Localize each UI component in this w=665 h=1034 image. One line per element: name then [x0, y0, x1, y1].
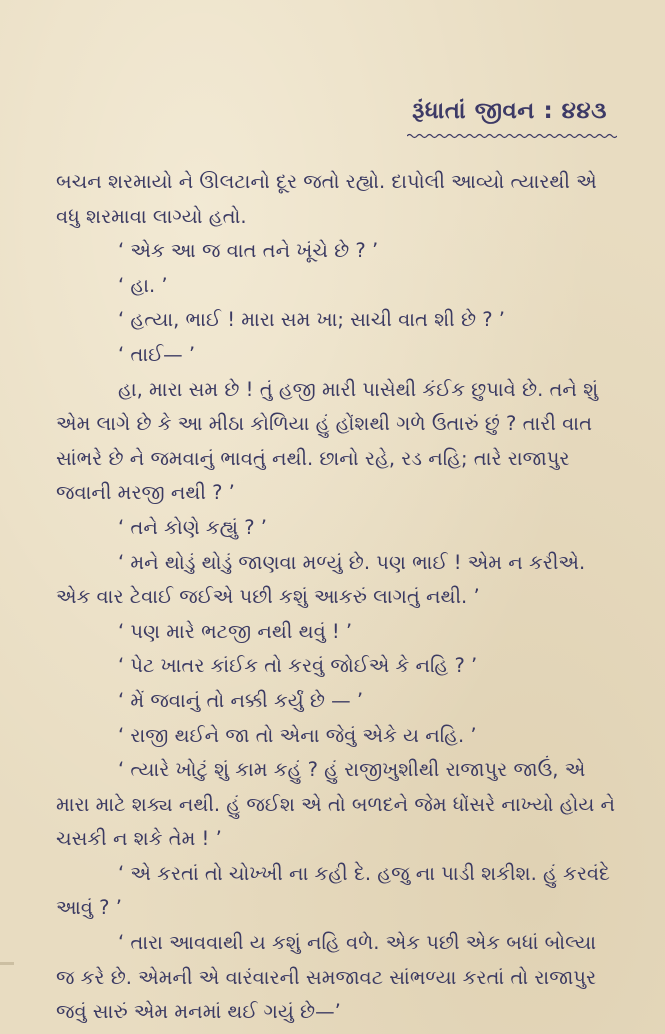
paragraph: હા, મારા સમ છે ! તું હજી મારી પાસેથી કંઈક છુપાવે છે. તને શું એમ લાગે છે કે આ મીઠા કોળિયા હું હોંશથી ગળે ઉતારું છું ? તારી વાત સાંભરે છે ને જમવાનું ભાવતું નથી. છાનો રહે, રડ નહિ; તારે રાજાપુર જવાની મરજી નથી ? ’ [56, 377, 599, 505]
paragraph: ‘ એ કરતાં તો ચોખ્ખી ના કહી દે. હજુ ના પાડી શકીશ. હું કરવંદે આવું ? ’ [56, 861, 610, 920]
dialogue-line: ‘ મેં જવાનું તો નક્કી કર્યું છે — ’ [118, 688, 364, 712]
margin-mark [0, 962, 14, 965]
dialogue-line: ‘ તને કોણે કહ્યું ? ’ [118, 515, 267, 539]
body-text [56, 165, 616, 1030]
dialogue-line: ‘ એક આ જ વાત તને ખૂંચે છે ? ’ [118, 239, 379, 263]
dialogue-line: ‘ હા. ’ [118, 273, 168, 297]
dialogue-line: ‘ તાઈ— ’ [118, 342, 196, 366]
dialogue-line: ‘ હત્યા, ભાઈ ! મારા સમ ખા; સાચી વાત શી છે ? ’ [118, 308, 505, 332]
dialogue-line: ‘ પેટ ખાતર કાંઈક તો કરવું જોઈએ કે નહિ ? ’ [118, 654, 478, 678]
header-wavy-rule [407, 133, 617, 139]
running-header: રૂંધાતાં જીવન : ૪૪૩ [412, 98, 607, 124]
dialogue-line: ‘ પણ મારે ભટજી નથી થવું ! ’ [118, 619, 353, 643]
paragraph: બચન શરમાયો ને ઊલટાનો દૂર જતો રહ્યો. દાપોલી આવ્યો ત્યારથી એ વધુ શરમાવા લાગ્યો હતો. [56, 170, 597, 228]
paragraph: ‘ ત્યારે ખોટું શું કામ કહું ? હું રાજીખુશીથી રાજાપુર જાઉં, એ મારા માટે શક્ય નથી. હું જઈશ એ તો બળદને જેમ ધોંસરે નાખ્યો હોય ને ચસકી ન શકે તેમ ! ’ [56, 758, 616, 851]
paragraph: ‘ મને થોડું થોડું જાણવા મળ્યું છે. પણ ભાઈ ! એમ ન કરીએ. એક વાર ટેવાઈ જઈએ પછી કશું આકરું લાગતું નથી. ’ [56, 550, 586, 609]
paragraph: ‘ તારા આવવાથી ય કશું નહિ વળે. એક પછી એક બધાં બોલ્યા જ કરે છે. એમની એ વારંવારની સમજાવટ સાંભળ્યા કરતાં તો રાજાપુર જવું સારું એમ મનમાં થઈ ગયું છે—’ [56, 931, 597, 1024]
dialogue-line: ‘ રાજી થઈને જા તો એના જેવું એકે ય નહિ. ’ [118, 723, 477, 747]
